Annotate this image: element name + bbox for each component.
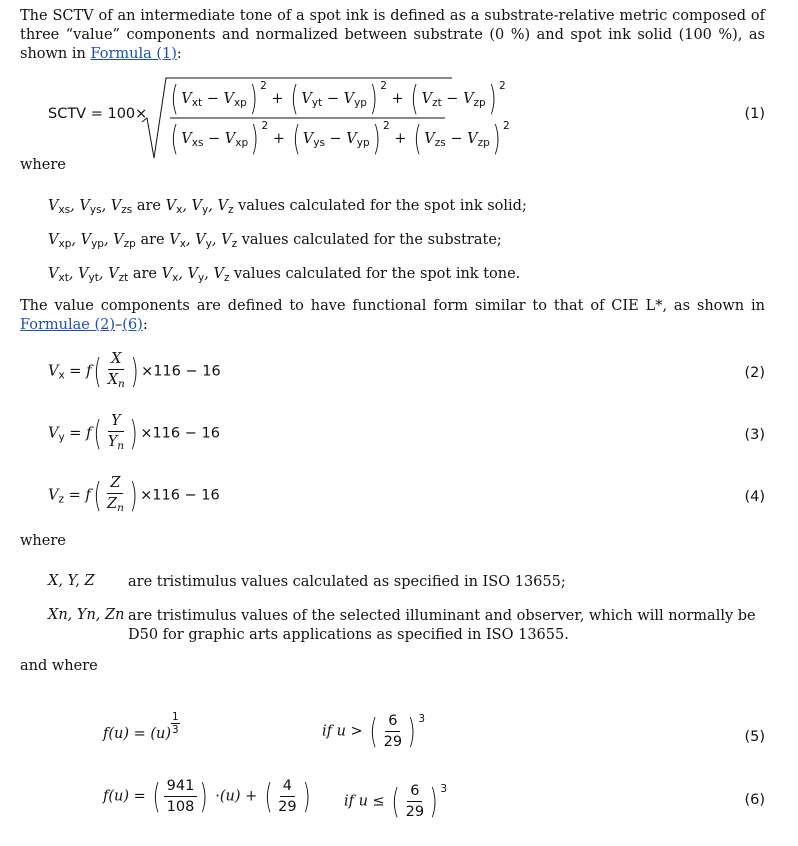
formula-3-number: (3) xyxy=(744,427,765,443)
formula-2: $V_x = f$( $\frac{X}{X_n}$ ) ×116 − 16 xyxy=(48,351,221,392)
intro-end: : xyxy=(176,46,182,62)
formula-1-number: (1) xyxy=(744,106,765,122)
intro-paragraph xyxy=(20,7,765,64)
definition-spot-ink-tone: $V_{xt}$, $V_{yt}$, $V_{zt}$ are $V_x$, $V_y$, $V_z$ values calculated for the spot ink tone. xyxy=(48,266,521,284)
formula-3: $V_y = f$( $\frac{Y}{Y_n}$ ) ×116 − 16 xyxy=(48,413,220,454)
formula-1-numerator: ( $V_{xt} - V_{xp}$) $^2$ + ( $V_{yt} - V_{yp}$) $^2$ + ( $V_{zt} - V_{zp}$) $^2$ xyxy=(170,79,506,119)
definition-spot-ink-solid: $V_{xs}$, $V_{ys}$, $V_{zs}$ are $V_x$, $V_y$, $V_z$ values calculated for the spot ink solid; xyxy=(48,198,527,216)
formula-1-link[interactable]: Formula (1) xyxy=(90,46,177,62)
formula-2-number: (2) xyxy=(744,365,765,381)
formulae-2-link[interactable]: Formulae (2) xyxy=(20,317,116,333)
definition-substrate: $V_{xp}$, $V_{yp}$, $V_{zp}$ are $V_x$, $V_y$, $V_z$ values calculated for the substrate; xyxy=(48,232,502,250)
formula-5-exponent: $\frac{1}{3}$ xyxy=(172,711,179,736)
term-xyz: X, Y, Z xyxy=(48,573,95,589)
formula-5-number: (5) xyxy=(744,729,765,745)
and-where-label: and where xyxy=(20,658,98,674)
intro-text: The SCTV of an intermediate tone of a spot ink is defined as a substrate-relative metric composed of three “value” components and normalized between substrate (0 %) and spot ink solid (100 %), as shown in xyxy=(20,8,765,62)
definition-xyz: are tristimulus values calculated as specified in ISO 13655; xyxy=(128,574,566,590)
formula-4: $V_z = f$( $\frac{Z}{Z_n}$ ) ×116 − 16 xyxy=(48,475,220,516)
value-components-paragraph: The value components are defined to have functional form similar to that of CIE L*, as shown in Formulae (2)–(6): xyxy=(20,298,765,333)
formula-4-number: (4) xyxy=(744,489,765,505)
definition-xn-yn-zn: are tristimulus values of the selected illuminant and observer, which will normally be D50 for graphic arts applications as specified in ISO 13655. xyxy=(128,608,756,643)
where-label-1: where xyxy=(20,157,66,173)
where-label-2: where xyxy=(20,533,66,549)
formula-1-denominator: ( $V_{xs} - V_{xp}$) $^2$ + ( $V_{ys} - V_{yp}$) $^2$ + ( $V_{zs} - V_{zp}$) $^2$ xyxy=(170,119,510,159)
formula-6-condition: if u ≤ ( $\frac{6}{29}$ ) $^3$ xyxy=(344,781,447,822)
formula-6-expression: f(u) = ( $\frac{941}{108}$ ) ·(u) + ( $\frac{4}{29}$ ) xyxy=(103,776,311,817)
formula-5-lhs: f(u) = (u) xyxy=(103,726,172,742)
formula-6-link[interactable]: (6) xyxy=(122,317,143,333)
term-xn-yn-zn: Xn, Yn, Zn xyxy=(48,607,125,623)
formula-5-condition: if u > ( $\frac{6}{29}$ ) $^3$ xyxy=(322,711,425,752)
formula-6-number: (6) xyxy=(744,792,765,808)
formula-1-lhs: SCTV = 100× xyxy=(48,106,148,122)
